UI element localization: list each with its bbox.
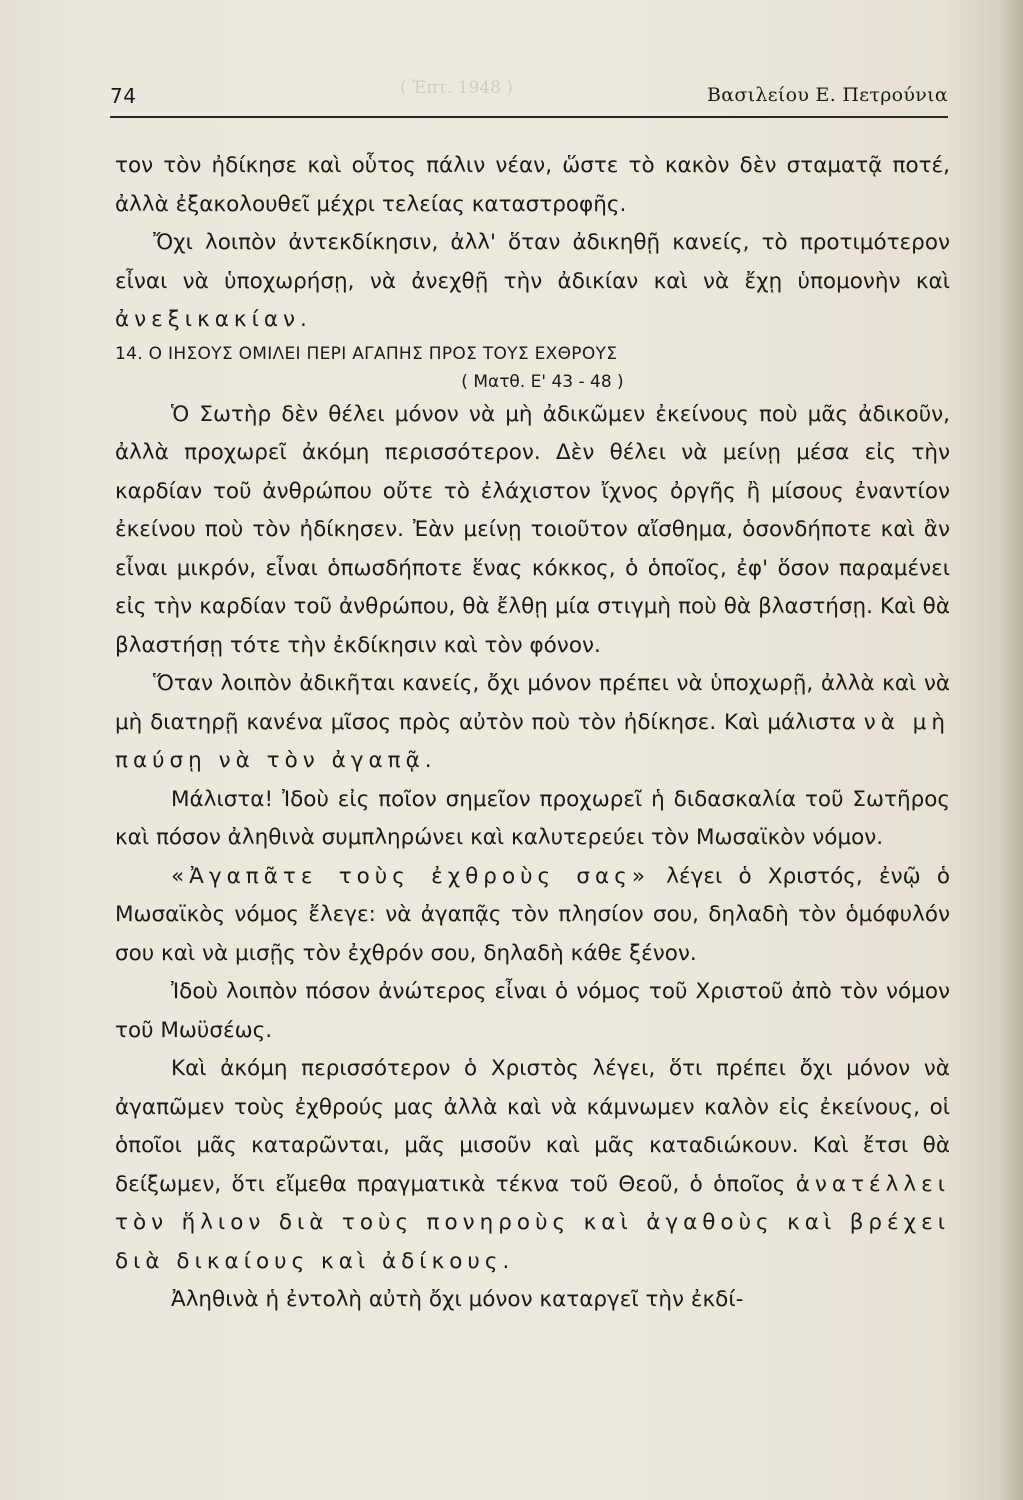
- paragraph-6-emphasis: «Ἀγαπᾶτε τοὺς ἐχθροὺς σας»: [171, 863, 650, 889]
- paragraph-5: Μάλιστα! Ἰδοὺ εἰς ποῖον σημεῖον προχωρεῖ ἡ διδασκαλία τοῦ Σωτῆρος καὶ πόσον ἀληθινὰ συμπληρώνει καὶ καλυτερεύει τὸν Μωσαϊκὸν νόμον.: [115, 786, 950, 850]
- page-header: [110, 84, 948, 116]
- paragraph-1: τον τὸν ἠδίκησε καὶ οὗτος πάλιν νέαν, ὥστε τὸ κακὸν δὲν σταματᾷ ποτέ, ἀλλὰ ἐξακολουθεῖ μέχρι τελείας καταστροφῆς.: [115, 153, 950, 217]
- section-heading: 14. Ο ΙΗΣΟΥΣ ΟΜΙΛΕΙ ΠΕΡΙ ΑΓΑΠΗΣ ΠΡΟΣ ΤΟΥΣ ΕΧΘΡΟΥΣ: [115, 343, 618, 364]
- paragraph-6: [115, 858, 950, 974]
- header-rule: [110, 116, 948, 118]
- bleed-through-text: ( Ἑπτ. 1948 ): [400, 78, 514, 98]
- paragraph-7: Ἰδοὺ λοιπὸν πόσον ἀνώτερος εἶναι ὁ νόμος τοῦ Χριστοῦ ἀπὸ τὸν νόμον τοῦ Μωϋσέως.: [115, 979, 950, 1043]
- paragraph-4-emphasis: νὰ μὴ παύσῃ νὰ τὸν ἀγαπᾷ.: [115, 709, 950, 773]
- paragraph-2-emphasis: ἀνεξικακίαν.: [115, 307, 312, 332]
- paragraph-8: [115, 1050, 950, 1281]
- page-edge-shadow: [1001, 0, 1023, 1500]
- paragraph-8-text: Καὶ ἀκόμη περισσότερον ὁ Χριστὸς λέγει, ὅτι πρέπει ὄχι μόνον νὰ ἀγαπῶμεν τοὺς ἐχθρούς μας ἀλλὰ καὶ νὰ κάμνωμεν καλὸν εἰς ἐκείνους, οἱ ὁποῖοι μᾶς καταρῶνται, μᾶς μισοῦν καὶ μᾶς καταδιώκουν. Καὶ ἔτσι θὰ δείξωμεν, ὅτι εἴμεθα πραγματικὰ τέκνα τοῦ Θεοῦ, ὁ ὁποῖος: [115, 1056, 950, 1197]
- paragraph-4-text: Ὅταν λοιπὸν ἀδικῆται κανείς, ὄχι μόνον πρέπει νὰ ὑποχωρῇ, ἀλλὰ καὶ νὰ μὴ διατηρῇ κανένα μῖσος πρὸς αὐτὸν ποὺ τὸν ἠδίκησε. Καὶ μάλιστα: [115, 671, 950, 735]
- paragraph-9: Ἀληθινὰ ἡ ἐντολὴ αὐτὴ ὄχι μόνον καταργεῖ τὴν ἐκδί-: [171, 1287, 744, 1312]
- paragraph-2: [115, 224, 950, 340]
- paragraph-3: Ὁ Σωτὴρ δὲν θέλει μόνον νὰ μὴ ἀδικῶμεν ἐκείνους ποὺ μᾶς ἀδικοῦν, ἀλλὰ προχωρεῖ ἀκόμη περισσότερον. Δὲν θέλει νὰ μείνῃ μέσα εἰς τὴν καρδίαν τοῦ ἀνθρώπου οὔτε τὸ ἐλάχιστον ἴχνος ὀργῆς ἢ μίσους ἐναντίον ἐκείνου ποὺ τὸν ἠδίκησεν. Ἐὰν μείνῃ τοιοῦτον αἴσθημα, ὁσονδήποτε καὶ ἂν εἶναι μικρόν, εἶναι ὁπωσδήποτε ἕνας κόκκος, ὁ ὁποῖος, ἐφ' ὅσον παραμένει εἰς τὴν καρδίαν τοῦ ἀνθρώπου, θὰ ἔλθῃ μία στιγμὴ ποὺ θὰ βλαστήσῃ. Καὶ θὰ βλαστήσῃ τότε τὴν ἐκδίκησιν καὶ τὸν φόνον.: [115, 401, 950, 658]
- scripture-reference: ( Ματθ. Ε' 43 - 48 ): [461, 371, 624, 392]
- paragraph-4: [115, 665, 950, 781]
- paragraph-6-text: λέγει ὁ Χριστός, ἐνῷ ὁ Μωσαϊκὸς νόμος ἔλεγε: νὰ ἀγαπᾷς τὸν πλησίον σου, δηλαδὴ τὸν ὁμόφυλόν σου καὶ νὰ μισῇς τὸν ἐχθρόν σου, δηλαδὴ κάθε ξένον.: [115, 863, 950, 966]
- page-number: 74: [110, 84, 137, 108]
- paragraph-8-emphasis: ἀνατέλλει τὸν ἥλιον διὰ τοὺς πονηροὺς καὶ ἀγαθοὺς καὶ βρέχει διὰ δικαίους καὶ ἀδίκους.: [115, 1171, 950, 1274]
- paragraph-2-text: Ὄχι λοιπὸν ἀντεκδίκησιν, ἀλλ' ὅταν ἀδικηθῇ κανείς, τὸ προτιμότερον εἶναι νὰ ὑποχωρήσῃ, νὰ ἀνεχθῇ τὴν ἀδικίαν καὶ νὰ ἔχῃ ὑπομονὴν καὶ: [115, 230, 950, 294]
- running-head: Βασιλείου Ε. Πετρούνια: [706, 84, 948, 106]
- body-text: [115, 147, 950, 1320]
